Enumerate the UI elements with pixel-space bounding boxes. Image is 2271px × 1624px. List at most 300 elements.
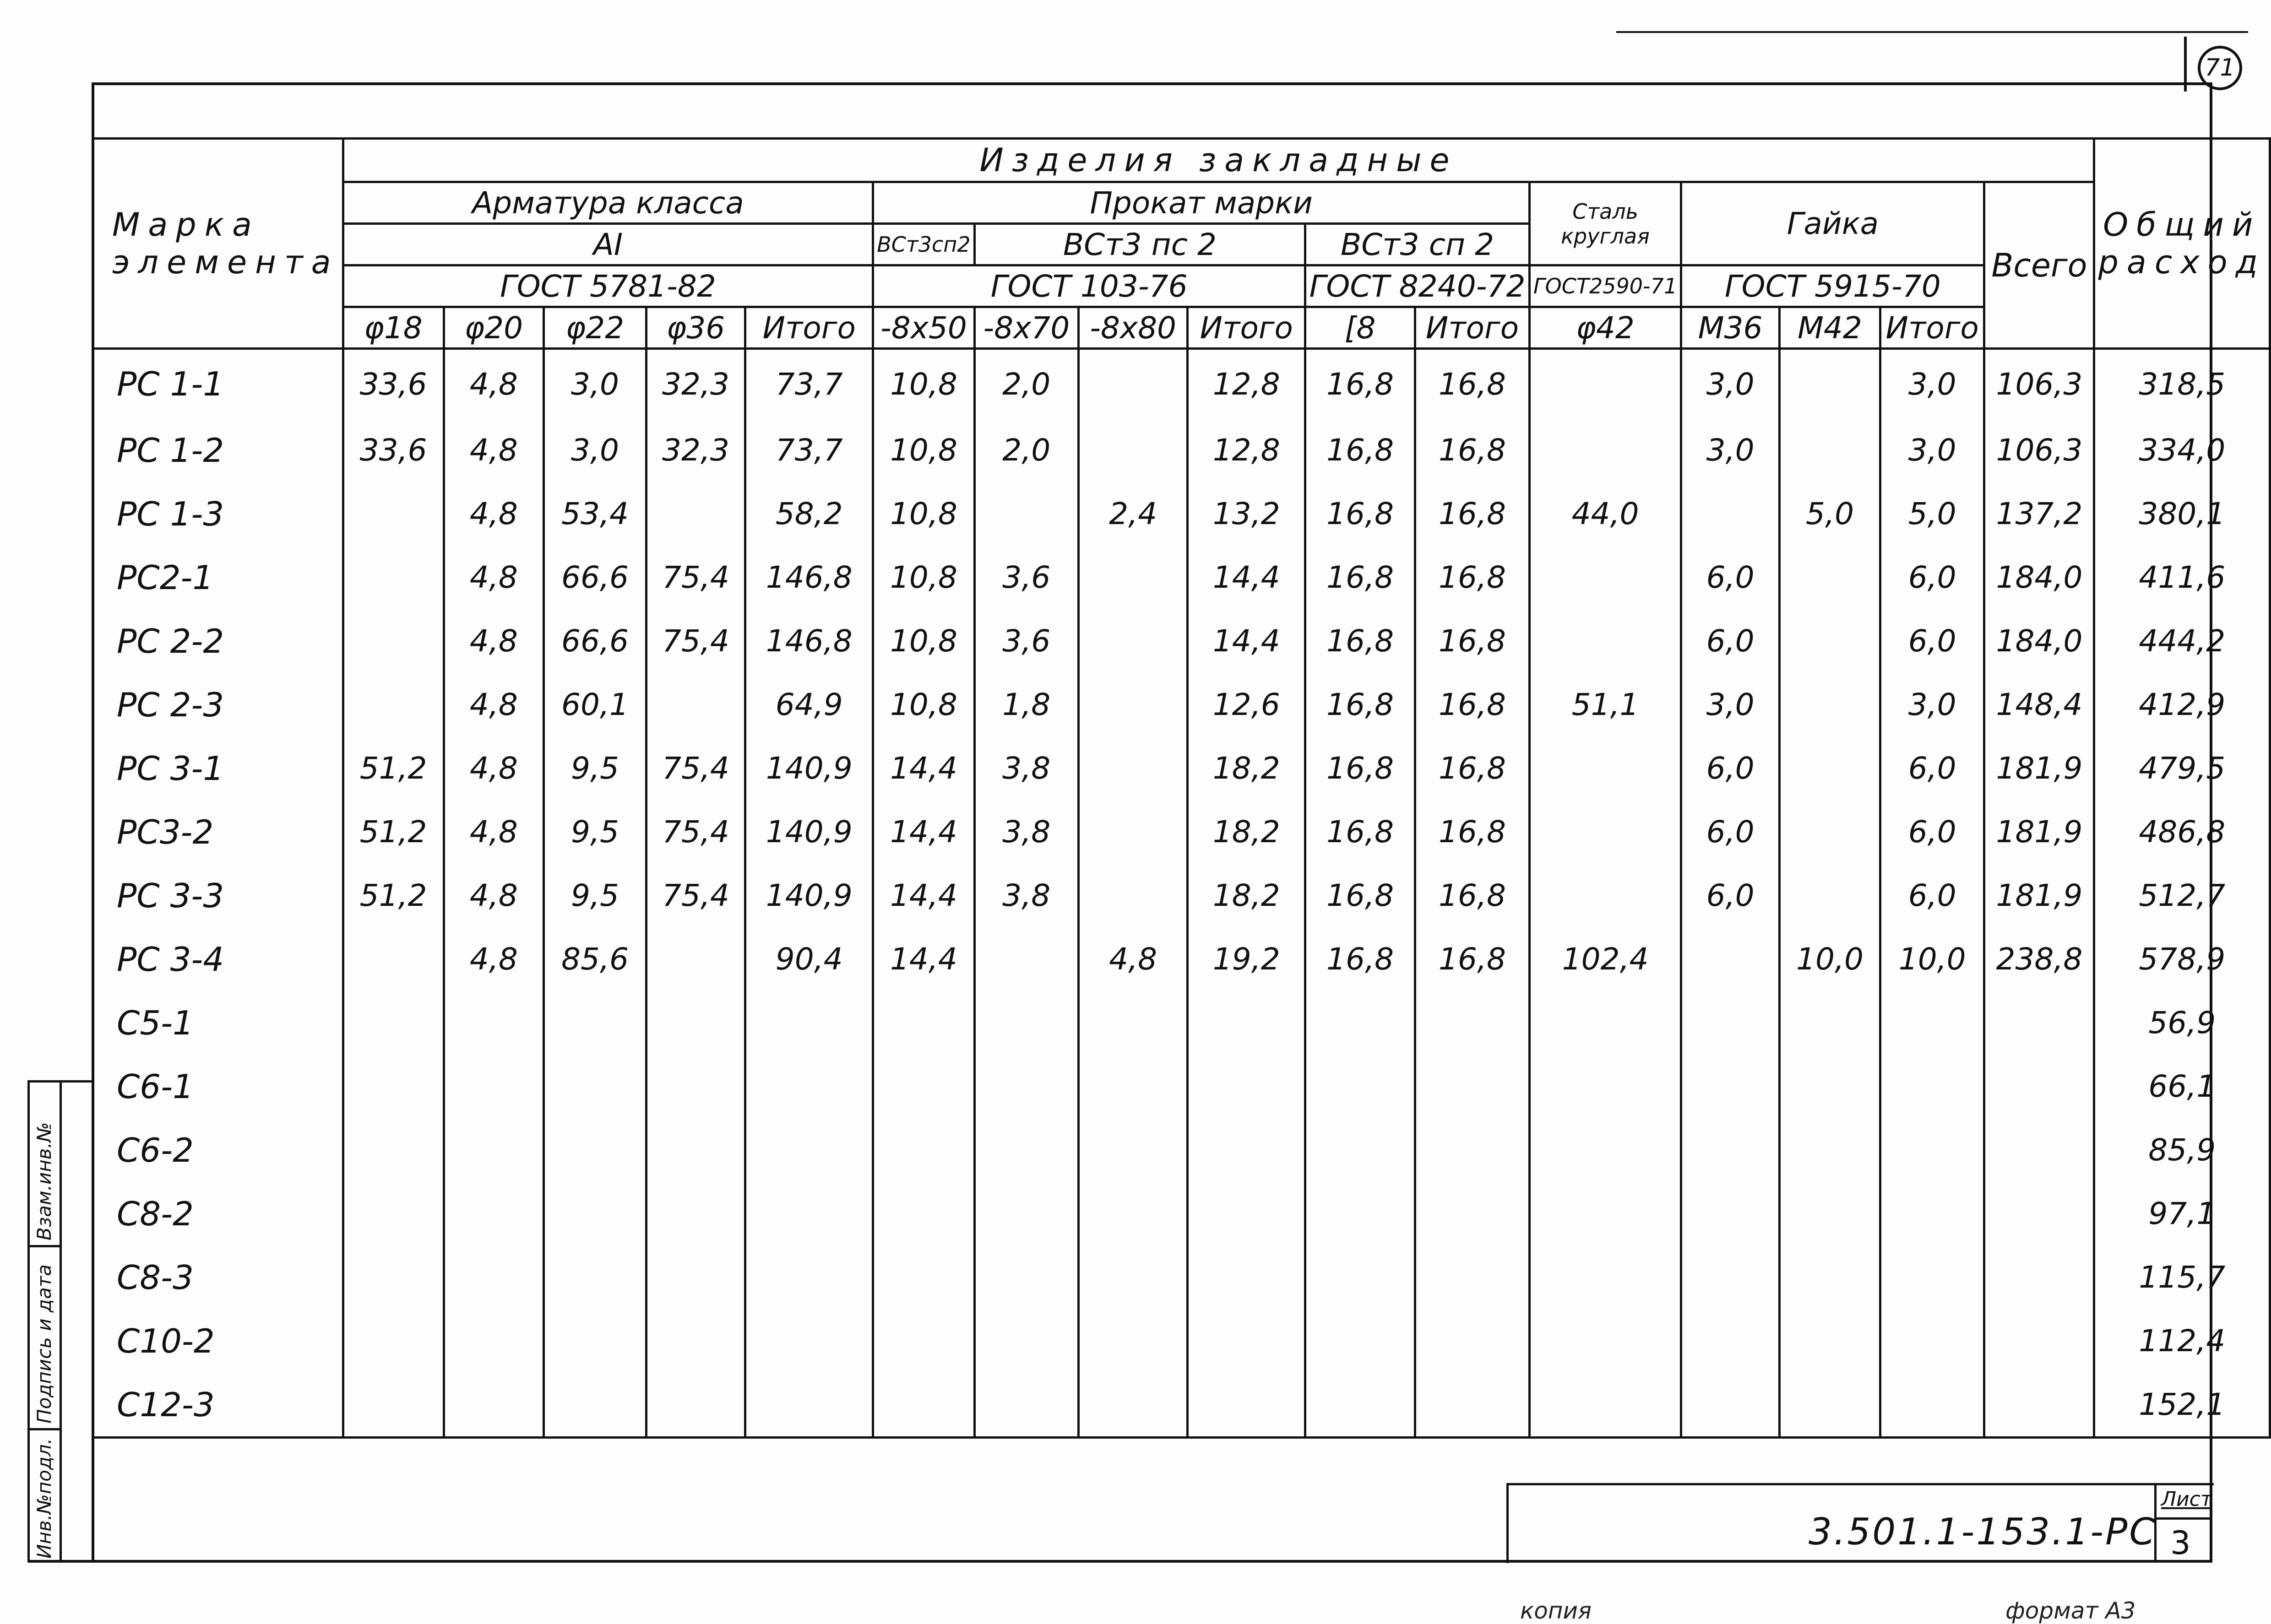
- table-cell: [343, 927, 444, 991]
- table-cell: [1078, 418, 1187, 482]
- element-mark: РС 2-2: [93, 609, 343, 673]
- table-cell: [646, 673, 745, 736]
- side-stamp-vzam: Взам.инв.№: [33, 1122, 55, 1240]
- table-row: [93, 800, 2270, 864]
- table-cell: [1984, 1182, 2094, 1245]
- table-cell: [1681, 1182, 1780, 1245]
- table-cell: [343, 1055, 444, 1118]
- table-cell: 32,3: [646, 418, 745, 482]
- header-mark: Марка элемента: [93, 139, 343, 349]
- table-cell: 6,0: [1880, 864, 1984, 927]
- table-cell: 14,4: [1188, 609, 1305, 673]
- table-cell: 4,8: [444, 927, 544, 991]
- table-cell: 512,7: [2094, 864, 2270, 927]
- table-row: [93, 418, 2270, 482]
- table-cell: [1415, 1309, 1530, 1373]
- element-mark: РС3-2: [93, 800, 343, 864]
- table-cell: 51,1: [1529, 673, 1681, 736]
- table-cell: 3,6: [974, 546, 1078, 609]
- table-cell: 53,4: [544, 482, 647, 546]
- table-cell: 6,0: [1681, 736, 1780, 800]
- table-cell: [1779, 418, 1880, 482]
- table-cell: [1984, 1118, 2094, 1182]
- table-cell: 411,6: [2094, 546, 2270, 609]
- table-cell: 181,9: [1984, 736, 2094, 800]
- table-cell: [1984, 991, 2094, 1055]
- table-cell: 16,8: [1415, 546, 1530, 609]
- header-prokat-v1: ВСт3сп2: [873, 224, 974, 265]
- table-cell: 6,0: [1880, 609, 1984, 673]
- header-armatura-gost: ГОСТ 5781-82: [343, 265, 873, 307]
- table-cell: 578,9: [2094, 927, 2270, 991]
- table-cell: [1305, 991, 1415, 1055]
- side-stamp-div2: [27, 1428, 62, 1430]
- table-cell: [1529, 1245, 1681, 1309]
- table-cell: 334,0: [2094, 418, 2270, 482]
- table-cell: 6,0: [1681, 609, 1780, 673]
- footer-format: формат А3: [2005, 1597, 2136, 1624]
- table-cell: 60,1: [544, 673, 647, 736]
- table-cell: [444, 1373, 544, 1438]
- table-cell: [1415, 1118, 1530, 1182]
- table-cell: 380,1: [2094, 482, 2270, 546]
- table-cell: [1188, 1182, 1305, 1245]
- table-cell: 75,4: [646, 800, 745, 864]
- sheet-divider: [2154, 1517, 2211, 1520]
- table-cell: 3,0: [1681, 349, 1780, 419]
- table-cell: 16,8: [1305, 673, 1415, 736]
- table-cell: [646, 482, 745, 546]
- table-cell: 66,6: [544, 546, 647, 609]
- element-mark: РС 2-3: [93, 673, 343, 736]
- table-cell: 9,5: [544, 800, 647, 864]
- element-mark: РС 3-1: [93, 736, 343, 800]
- table-cell: 4,8: [444, 418, 544, 482]
- table-cell: [1415, 991, 1530, 1055]
- table-cell: 3,0: [1880, 673, 1984, 736]
- table-cell: 18,2: [1188, 736, 1305, 800]
- table-cell: 16,8: [1305, 864, 1415, 927]
- table-cell: 5,0: [1880, 482, 1984, 546]
- table-cell: 4,8: [444, 546, 544, 609]
- table-cell: [974, 1182, 1078, 1245]
- table-cell: [974, 1245, 1078, 1309]
- table-cell: [1880, 1055, 1984, 1118]
- table-cell: [1415, 1182, 1530, 1245]
- table-cell: 4,8: [444, 609, 544, 673]
- table-cell: 184,0: [1984, 609, 2094, 673]
- table-cell: 3,0: [1880, 349, 1984, 419]
- table-cell: [343, 546, 444, 609]
- table-cell: 64,9: [745, 673, 873, 736]
- table-cell: 106,3: [1984, 418, 2094, 482]
- table-cell: [1529, 546, 1681, 609]
- table-cell: 16,8: [1305, 609, 1415, 673]
- column-header: φ36: [646, 307, 745, 349]
- table-cell: 75,4: [646, 546, 745, 609]
- table-cell: 479,5: [2094, 736, 2270, 800]
- table-cell: [343, 1309, 444, 1373]
- table-cell: 4,8: [444, 673, 544, 736]
- element-mark: РС 1-2: [93, 418, 343, 482]
- table-cell: [974, 1309, 1078, 1373]
- table-cell: [1529, 991, 1681, 1055]
- table-cell: 6,0: [1880, 736, 1984, 800]
- table-cell: 16,8: [1415, 482, 1530, 546]
- table-cell: 73,7: [745, 349, 873, 419]
- table-cell: [873, 1182, 974, 1245]
- table-cell: [1779, 1118, 1880, 1182]
- table-cell: 140,9: [745, 736, 873, 800]
- table-cell: [1529, 1182, 1681, 1245]
- table-cell: 9,5: [544, 864, 647, 927]
- table-cell: [1078, 1055, 1187, 1118]
- table-cell: 16,8: [1305, 927, 1415, 991]
- table-cell: [1681, 927, 1780, 991]
- table-cell: 181,9: [1984, 800, 2094, 864]
- table-cell: [1078, 673, 1187, 736]
- table-cell: 3,0: [1880, 418, 1984, 482]
- table-cell: 14,4: [873, 800, 974, 864]
- table-cell: 10,8: [873, 482, 974, 546]
- table-cell: 3,8: [974, 800, 1078, 864]
- table-cell: 90,4: [745, 927, 873, 991]
- table-cell: [745, 1055, 873, 1118]
- table-cell: [1529, 736, 1681, 800]
- table-cell: [1779, 349, 1880, 419]
- table-cell: [343, 1118, 444, 1182]
- table-cell: 10,0: [1880, 927, 1984, 991]
- column-header: Итого: [1415, 307, 1530, 349]
- table-cell: [444, 1309, 544, 1373]
- table-cell: [544, 1309, 647, 1373]
- table-cell: [1415, 1373, 1530, 1438]
- table-cell: 137,2: [1984, 482, 2094, 546]
- table-cell: [1880, 1245, 1984, 1309]
- table-cell: [444, 1055, 544, 1118]
- table-cell: 97,1: [2094, 1182, 2270, 1245]
- column-header: -8х80: [1078, 307, 1187, 349]
- table-cell: [343, 673, 444, 736]
- table-row: [93, 736, 2270, 800]
- element-mark: РС2-1: [93, 546, 343, 609]
- table-cell: [1984, 1373, 2094, 1438]
- table-cell: [974, 1373, 1078, 1438]
- table-cell: 56,9: [2094, 991, 2270, 1055]
- table-cell: [1779, 1245, 1880, 1309]
- table-cell: 10,8: [873, 349, 974, 419]
- table-cell: [873, 1309, 974, 1373]
- table-cell: 5,0: [1779, 482, 1880, 546]
- table-cell: [1078, 800, 1187, 864]
- table-cell: [1779, 1373, 1880, 1438]
- table-cell: 16,8: [1305, 349, 1415, 419]
- table-cell: 10,8: [873, 418, 974, 482]
- table-cell: 6,0: [1880, 546, 1984, 609]
- table-cell: [1305, 1118, 1415, 1182]
- header-prokat-gost2: ГОСТ 8240-72: [1305, 265, 1530, 307]
- table-cell: [1078, 991, 1187, 1055]
- table-cell: [1078, 1118, 1187, 1182]
- table-cell: [873, 1373, 974, 1438]
- table-cell: [1779, 1055, 1880, 1118]
- table-row: [93, 1245, 2270, 1309]
- table-cell: 75,4: [646, 864, 745, 927]
- header-prokat-v2: ВСт3 пс 2: [974, 224, 1305, 265]
- table-cell: 16,8: [1305, 800, 1415, 864]
- table-cell: [1305, 1373, 1415, 1438]
- table-cell: [1188, 991, 1305, 1055]
- table-cell: 181,9: [1984, 864, 2094, 927]
- table-cell: 58,2: [745, 482, 873, 546]
- table-cell: 12,8: [1188, 349, 1305, 419]
- table-cell: [444, 991, 544, 1055]
- table-cell: 486,8: [2094, 800, 2270, 864]
- sheet-number: 3: [2170, 1524, 2191, 1562]
- side-stamp-left: [27, 1080, 30, 1561]
- table-cell: [1880, 1309, 1984, 1373]
- table-cell: 32,3: [646, 349, 745, 419]
- table-cell: [1681, 1309, 1780, 1373]
- table-cell: 184,0: [1984, 546, 2094, 609]
- table-cell: 51,2: [343, 736, 444, 800]
- header-armatura-class: AI: [343, 224, 873, 265]
- table-cell: 51,2: [343, 864, 444, 927]
- table-cell: 6,0: [1681, 800, 1780, 864]
- table-cell: [1415, 1055, 1530, 1118]
- table-cell: 18,2: [1188, 864, 1305, 927]
- table-row: [93, 1373, 2270, 1438]
- table-cell: [1078, 1245, 1187, 1309]
- side-stamp-mid: [60, 1080, 62, 1561]
- table-cell: [343, 609, 444, 673]
- table-row: [93, 1055, 2270, 1118]
- table-cell: [1681, 1245, 1780, 1309]
- table-cell: [343, 1182, 444, 1245]
- table-cell: 14,4: [873, 864, 974, 927]
- table-cell: [1779, 673, 1880, 736]
- column-header: -8х50: [873, 307, 974, 349]
- table-cell: [745, 991, 873, 1055]
- table-cell: 2,4: [1078, 482, 1187, 546]
- header-prokat: Прокат марки: [873, 182, 1530, 224]
- table-cell: 102,4: [1529, 927, 1681, 991]
- table-cell: 16,8: [1415, 736, 1530, 800]
- element-mark: С12-3: [93, 1373, 343, 1438]
- column-header: Итого: [745, 307, 873, 349]
- table-cell: [1779, 1182, 1880, 1245]
- table-cell: 16,8: [1415, 349, 1530, 419]
- table-cell: 140,9: [745, 800, 873, 864]
- table-cell: 115,7: [2094, 1245, 2270, 1309]
- table-row: [93, 864, 2270, 927]
- table-cell: 3,8: [974, 736, 1078, 800]
- table-cell: [1078, 349, 1187, 419]
- table-row: [93, 991, 2270, 1055]
- table-cell: [745, 1309, 873, 1373]
- table-cell: 412,9: [2094, 673, 2270, 736]
- table-cell: [1880, 1118, 1984, 1182]
- table-cell: 2,0: [974, 418, 1078, 482]
- table-cell: [974, 991, 1078, 1055]
- side-stamp-sign: Подпись и дата: [33, 1264, 55, 1424]
- table-cell: [974, 1055, 1078, 1118]
- table-cell: [1779, 991, 1880, 1055]
- table-cell: [1078, 546, 1187, 609]
- table-cell: [745, 1118, 873, 1182]
- table-cell: [343, 1373, 444, 1438]
- table-cell: 4,8: [444, 800, 544, 864]
- element-mark: С6-1: [93, 1055, 343, 1118]
- table-cell: [544, 991, 647, 1055]
- table-cell: 75,4: [646, 736, 745, 800]
- element-mark: РС 3-4: [93, 927, 343, 991]
- table-cell: [1188, 1055, 1305, 1118]
- table-cell: [1305, 1309, 1415, 1373]
- table-cell: 16,8: [1415, 927, 1530, 991]
- embedded-items-table: [92, 137, 2271, 1439]
- table-cell: [1078, 864, 1187, 927]
- table-cell: [974, 482, 1078, 546]
- header-total: Общий расход: [2094, 139, 2270, 349]
- table-cell: [343, 482, 444, 546]
- table-cell: 16,8: [1305, 482, 1415, 546]
- table-cell: [1529, 1118, 1681, 1182]
- table-cell: [444, 1245, 544, 1309]
- column-header: Итого: [1880, 307, 1984, 349]
- table-cell: 10,8: [873, 673, 974, 736]
- table-cell: [343, 1245, 444, 1309]
- table-cell: [873, 1055, 974, 1118]
- table-cell: [544, 1245, 647, 1309]
- top-rule: [1616, 31, 2248, 33]
- table-cell: 14,4: [873, 736, 974, 800]
- table-cell: 19,2: [1188, 927, 1305, 991]
- table-cell: [1078, 1182, 1187, 1245]
- table-cell: [1529, 349, 1681, 419]
- table-cell: [745, 1182, 873, 1245]
- table-cell: 16,8: [1415, 418, 1530, 482]
- table-cell: 444,2: [2094, 609, 2270, 673]
- header-group-title: Изделия закладные: [343, 139, 2094, 182]
- table-cell: 146,8: [745, 609, 873, 673]
- table-cell: 6,0: [1681, 864, 1780, 927]
- table-row: [93, 349, 2270, 419]
- element-mark: С6-2: [93, 1118, 343, 1182]
- table-cell: 4,8: [1078, 927, 1187, 991]
- table-cell: [544, 1182, 647, 1245]
- table-cell: 106,3: [1984, 349, 2094, 419]
- header-stal: Сталь круглая: [1529, 182, 1681, 265]
- table-cell: [1984, 1055, 2094, 1118]
- table-cell: 16,8: [1415, 673, 1530, 736]
- table-cell: 66,6: [544, 609, 647, 673]
- table-cell: [444, 1118, 544, 1182]
- element-mark: С10-2: [93, 1309, 343, 1373]
- table-cell: [1880, 1182, 1984, 1245]
- table-cell: [444, 1182, 544, 1245]
- table-row: [93, 482, 2270, 546]
- table-cell: [1188, 1373, 1305, 1438]
- table-cell: [745, 1245, 873, 1309]
- header-stal-gost: ГОСТ2590-71: [1529, 265, 1681, 307]
- table-cell: [1529, 418, 1681, 482]
- table-cell: [1984, 1309, 2094, 1373]
- table-cell: 152,1: [2094, 1373, 2270, 1438]
- side-stamp-inv: Инв.№подл.: [33, 1438, 55, 1559]
- table-cell: [873, 1245, 974, 1309]
- table-cell: 4,8: [444, 482, 544, 546]
- table-cell: [1779, 864, 1880, 927]
- table-cell: [1529, 1373, 1681, 1438]
- table-cell: [873, 991, 974, 1055]
- table-cell: [646, 1182, 745, 1245]
- element-mark: РС 3-3: [93, 864, 343, 927]
- table-cell: [544, 1373, 647, 1438]
- table-cell: [1779, 736, 1880, 800]
- table-cell: 16,8: [1415, 609, 1530, 673]
- table-cell: [646, 927, 745, 991]
- column-header: Итого: [1188, 307, 1305, 349]
- table-cell: 3,6: [974, 609, 1078, 673]
- table-cell: [1188, 1309, 1305, 1373]
- element-mark: С8-3: [93, 1245, 343, 1309]
- table-cell: 2,0: [974, 349, 1078, 419]
- column-header: φ22: [544, 307, 647, 349]
- table-cell: [1188, 1245, 1305, 1309]
- table-cell: 148,4: [1984, 673, 2094, 736]
- table-cell: [646, 1118, 745, 1182]
- table-cell: 16,8: [1305, 736, 1415, 800]
- table-cell: 12,8: [1188, 418, 1305, 482]
- table-cell: [1681, 1055, 1780, 1118]
- table-cell: 33,6: [343, 418, 444, 482]
- table-cell: [1305, 1245, 1415, 1309]
- table-cell: [1529, 1309, 1681, 1373]
- table-cell: [1078, 736, 1187, 800]
- table-cell: [974, 927, 1078, 991]
- table-cell: 10,0: [1779, 927, 1880, 991]
- table-cell: 66,1: [2094, 1055, 2270, 1118]
- table-cell: 85,9: [2094, 1118, 2270, 1182]
- table-cell: 112,4: [2094, 1309, 2270, 1373]
- table-cell: 18,2: [1188, 800, 1305, 864]
- table-cell: 6,0: [1681, 546, 1780, 609]
- table-cell: 75,4: [646, 609, 745, 673]
- table-cell: [1305, 1182, 1415, 1245]
- table-row: [93, 1182, 2270, 1245]
- table-cell: [1078, 609, 1187, 673]
- table-cell: 16,8: [1415, 864, 1530, 927]
- table-row: [93, 609, 2270, 673]
- header-prokat-gost1: ГОСТ 103-76: [873, 265, 1305, 307]
- table-cell: 318,5: [2094, 349, 2270, 419]
- table-cell: [1779, 1309, 1880, 1373]
- table-cell: [873, 1118, 974, 1182]
- table-row: [93, 1309, 2270, 1373]
- header-vsego: Всего: [1984, 182, 2094, 349]
- table-cell: 3,0: [544, 349, 647, 419]
- header-prokat-v3: ВСт3 сп 2: [1305, 224, 1530, 265]
- header-gaika-gost: ГОСТ 5915-70: [1681, 265, 1984, 307]
- table-cell: [1078, 1309, 1187, 1373]
- table-cell: [1188, 1118, 1305, 1182]
- table-cell: [1529, 609, 1681, 673]
- header-armatura: Арматура класса: [343, 182, 873, 224]
- column-header: φ42: [1529, 307, 1681, 349]
- table-cell: 4,8: [444, 736, 544, 800]
- table-cell: 238,8: [1984, 927, 2094, 991]
